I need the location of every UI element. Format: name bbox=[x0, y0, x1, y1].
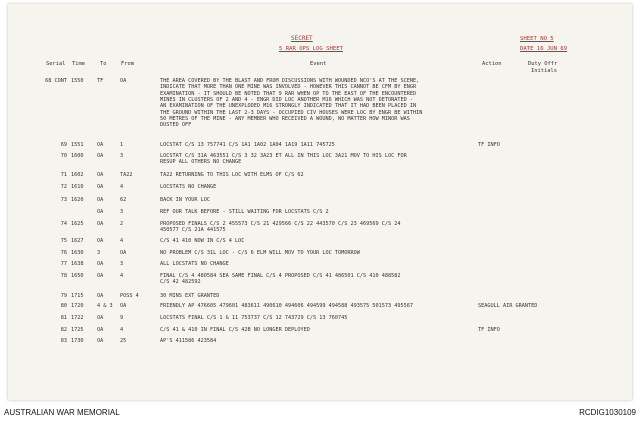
to-cell: OA bbox=[97, 153, 104, 159]
action-cell: TF INFO bbox=[478, 142, 500, 148]
serial-cell: 81 bbox=[60, 315, 67, 321]
to-cell: 3 bbox=[97, 250, 101, 256]
time-cell: 1722 bbox=[71, 315, 84, 321]
event-line: LOCSTAT C/S 13 757741 C/S 1A1 1A02 1A04 1A19 1A11 745725 bbox=[160, 142, 335, 148]
to-cell: OA bbox=[97, 273, 104, 279]
serial-cell: 78 bbox=[60, 273, 67, 279]
serial-cell: 83 bbox=[60, 338, 67, 344]
time-cell: 1600 bbox=[71, 153, 84, 159]
event-line: C/S 42 482592 bbox=[160, 279, 201, 286]
event-line: PROPOSED FINALS C/S 2 455573 C/S 21 429566 C/S 22 443570 C/S 23 469569 C/S 24 bbox=[160, 221, 401, 227]
from-cell: 4 bbox=[120, 327, 124, 333]
from-cell: 62 bbox=[120, 197, 127, 203]
to-cell: OA bbox=[97, 197, 104, 203]
to-cell: OA bbox=[97, 238, 104, 244]
event-line: 50 METRES OF THE MINE - ANY MEMBER WHO RECEIVED A WOUND, NO MATTER HOW MINOR WAS bbox=[160, 115, 410, 122]
event-line: C/S 41 410 NOW IN C/S 4 LOC bbox=[160, 238, 245, 244]
time-cell: 1551 bbox=[71, 142, 84, 148]
serial-cell: 76 bbox=[60, 250, 67, 256]
event-line: REF OUR TALK BEFORE - STILL WAITING FOR LOCSTATS C/S 2 bbox=[160, 209, 329, 215]
archive-reference: RCDIG1030109 bbox=[579, 408, 636, 417]
event-line: INDICATE THAT MORE THAN ONE MINE WAS INVOLVED - HOWEVER THIS CANNOT BE CFM BY ENGR bbox=[160, 84, 417, 91]
archive-credit: AUSTRALIAN WAR MEMORIAL bbox=[4, 408, 120, 417]
time-cell: 1720 bbox=[71, 303, 84, 309]
from-cell: 4 bbox=[120, 238, 124, 244]
serial-cell: 73 bbox=[60, 197, 67, 203]
serial-cell: 74 bbox=[60, 221, 67, 227]
to-cell: TF bbox=[97, 78, 104, 84]
from-cell: OA bbox=[120, 78, 127, 84]
from-cell: OA bbox=[120, 303, 127, 309]
event-line: EXAMINATION - IT SHOULD BE NOTED THAT 9 RAR WHEN OP TO THE EAST OF THE ENCOUNTERED bbox=[160, 90, 417, 97]
col-header-time: Time bbox=[72, 61, 85, 67]
sheet-number: SHEET NO 5 bbox=[520, 36, 554, 42]
log-sheet bbox=[8, 4, 632, 400]
event-line: DUSTED OFF bbox=[160, 122, 192, 129]
col-header-from: From bbox=[121, 61, 134, 67]
serial-cell: 69 bbox=[60, 142, 67, 148]
event-line: TA22 RETURNING TO THIS LOC WITH ELMS OF C/S 62 bbox=[160, 172, 304, 178]
from-cell: 4 bbox=[120, 273, 124, 279]
action-cell: SEAGULL AIR GRANTED bbox=[478, 303, 538, 309]
from-cell: 3 bbox=[120, 153, 124, 159]
time-cell: 1638 bbox=[71, 261, 84, 267]
event-line: LOCSTAT C/S 31A 463551 C/S 3 32 3A23 ET ALL IN THIS LOC 3A21 MOV TO HIS LOC FOR bbox=[160, 153, 407, 159]
event-line: NO PROBLEM C/S 31L LOC - C/S 6 ELM WILL MOV TO YOUR LOC TOMORROW bbox=[160, 250, 360, 256]
serial-cell: 70 bbox=[60, 153, 67, 159]
col-header-action: Action bbox=[482, 61, 502, 67]
from-cell: 3 bbox=[120, 261, 124, 267]
serial-cell: 68 CONT bbox=[45, 78, 67, 84]
event-line: FINAL C/S 4 480584 SEA SAME FINAL C/S 4 PROPOSED C/S 41 486501 C/S 410 488582 bbox=[160, 273, 401, 279]
col-header-event: Event bbox=[310, 61, 327, 67]
to-cell: OA bbox=[97, 315, 104, 321]
time-cell: 1715 bbox=[71, 293, 84, 299]
time-cell: 1650 bbox=[71, 273, 84, 279]
time-cell: 1620 bbox=[71, 197, 84, 203]
col-header-to: To bbox=[100, 61, 107, 67]
event-line: MINES IN CLUSTERS OF 2 AND 4 - ENGR DID LOC ANOTHER M16 WHICH WAS NOT DETONATED - bbox=[160, 96, 413, 103]
serial-cell: 82 bbox=[60, 327, 67, 333]
from-cell: POSS 4 bbox=[120, 293, 139, 299]
event-line: 450577 C/S 21A 441575 bbox=[160, 227, 226, 234]
sheet-title: 5 RAR OPS LOG SHEET bbox=[279, 46, 343, 52]
serial-cell: 79 bbox=[60, 293, 67, 299]
event-line: THE AREA COVERED BY THE BLAST AND FROM DISCUSSIONS WITH WOUNDED NCO'S AT THE SCENE, bbox=[160, 78, 420, 84]
serial-cell: 77 bbox=[60, 261, 67, 267]
from-cell: 3 bbox=[120, 209, 124, 215]
time-cell: 1602 bbox=[71, 172, 84, 178]
sheet-date: DATE 16 JUN 69 bbox=[520, 46, 568, 52]
event-line: AP'S 411586 423584 bbox=[160, 338, 217, 344]
event-line: FRIENDLY AP 476605 479601 483611 490610 494606 494599 494588 493575 501573 495567 bbox=[160, 303, 413, 309]
time-cell: 1610 bbox=[71, 184, 84, 190]
event-line: THE GROUND WITHIN THE LAST 2-3 DAYS - OCCUPIED CIV HOUSES WERE LOC BY ENGR BE WITHIN bbox=[160, 109, 423, 116]
serial-cell: 75 bbox=[60, 238, 67, 244]
to-cell: OA bbox=[97, 293, 104, 299]
event-line: BACK IN YOUR LOC bbox=[160, 197, 210, 203]
from-cell: 4 bbox=[120, 184, 124, 190]
to-cell: OA bbox=[97, 338, 104, 344]
time-cell: 1630 bbox=[71, 250, 84, 256]
event-line: LOCSTATS NO CHANGE bbox=[160, 184, 217, 190]
event-line: AN EXAMINATION OF THE UNEXPLODED M16 STRONGLY INDICATED THAT IT HAD BEEN PLACED IN bbox=[160, 103, 417, 110]
col-header-duty-offr: Duty Offr bbox=[528, 61, 558, 67]
event-line: LOCSTATS FINAL C/S 1 & 11 753737 C/S 12 743729 C/S 13 760745 bbox=[160, 315, 348, 321]
from-cell: OA bbox=[120, 250, 127, 256]
col-header-serial: Serial bbox=[46, 61, 66, 67]
to-cell: 4 & 3 bbox=[97, 303, 113, 309]
time-cell: 1625 bbox=[71, 221, 84, 227]
time-cell: 1725 bbox=[71, 327, 84, 333]
to-cell: OA bbox=[97, 172, 104, 178]
to-cell: OA bbox=[97, 142, 104, 148]
serial-cell: 80 bbox=[60, 303, 67, 309]
to-cell: OA bbox=[97, 261, 104, 267]
from-cell: 1 bbox=[120, 142, 124, 148]
event-line: 30 MINS EXT GRANTED bbox=[160, 293, 220, 299]
action-cell: TF INFO bbox=[478, 327, 500, 333]
from-cell: 2 bbox=[120, 221, 124, 227]
from-cell: TA22 bbox=[120, 172, 133, 178]
time-cell: 1627 bbox=[71, 238, 84, 244]
event-line: C/S 41 & 410 IN FINAL C/S 42B NO LONGER DEPLOYED bbox=[160, 327, 310, 333]
to-cell: OA bbox=[97, 327, 104, 333]
to-cell: OA bbox=[97, 221, 104, 227]
from-cell: 25 bbox=[120, 338, 127, 344]
to-cell: OA bbox=[97, 209, 104, 215]
serial-cell: 72 bbox=[60, 184, 67, 190]
col-header-initials: Initials bbox=[531, 68, 557, 74]
time-cell: 1730 bbox=[71, 338, 84, 344]
event-line: ALL LOCSTATS NO CHANGE bbox=[160, 261, 229, 267]
event-line: RESUP ALL OTHERS NO CHANGE bbox=[160, 159, 242, 166]
classification-marking: SECRET bbox=[291, 35, 313, 42]
serial-cell: 71 bbox=[60, 172, 67, 178]
from-cell: 9 bbox=[120, 315, 124, 321]
time-cell: 1550 bbox=[71, 78, 84, 84]
to-cell: OA bbox=[97, 184, 104, 190]
